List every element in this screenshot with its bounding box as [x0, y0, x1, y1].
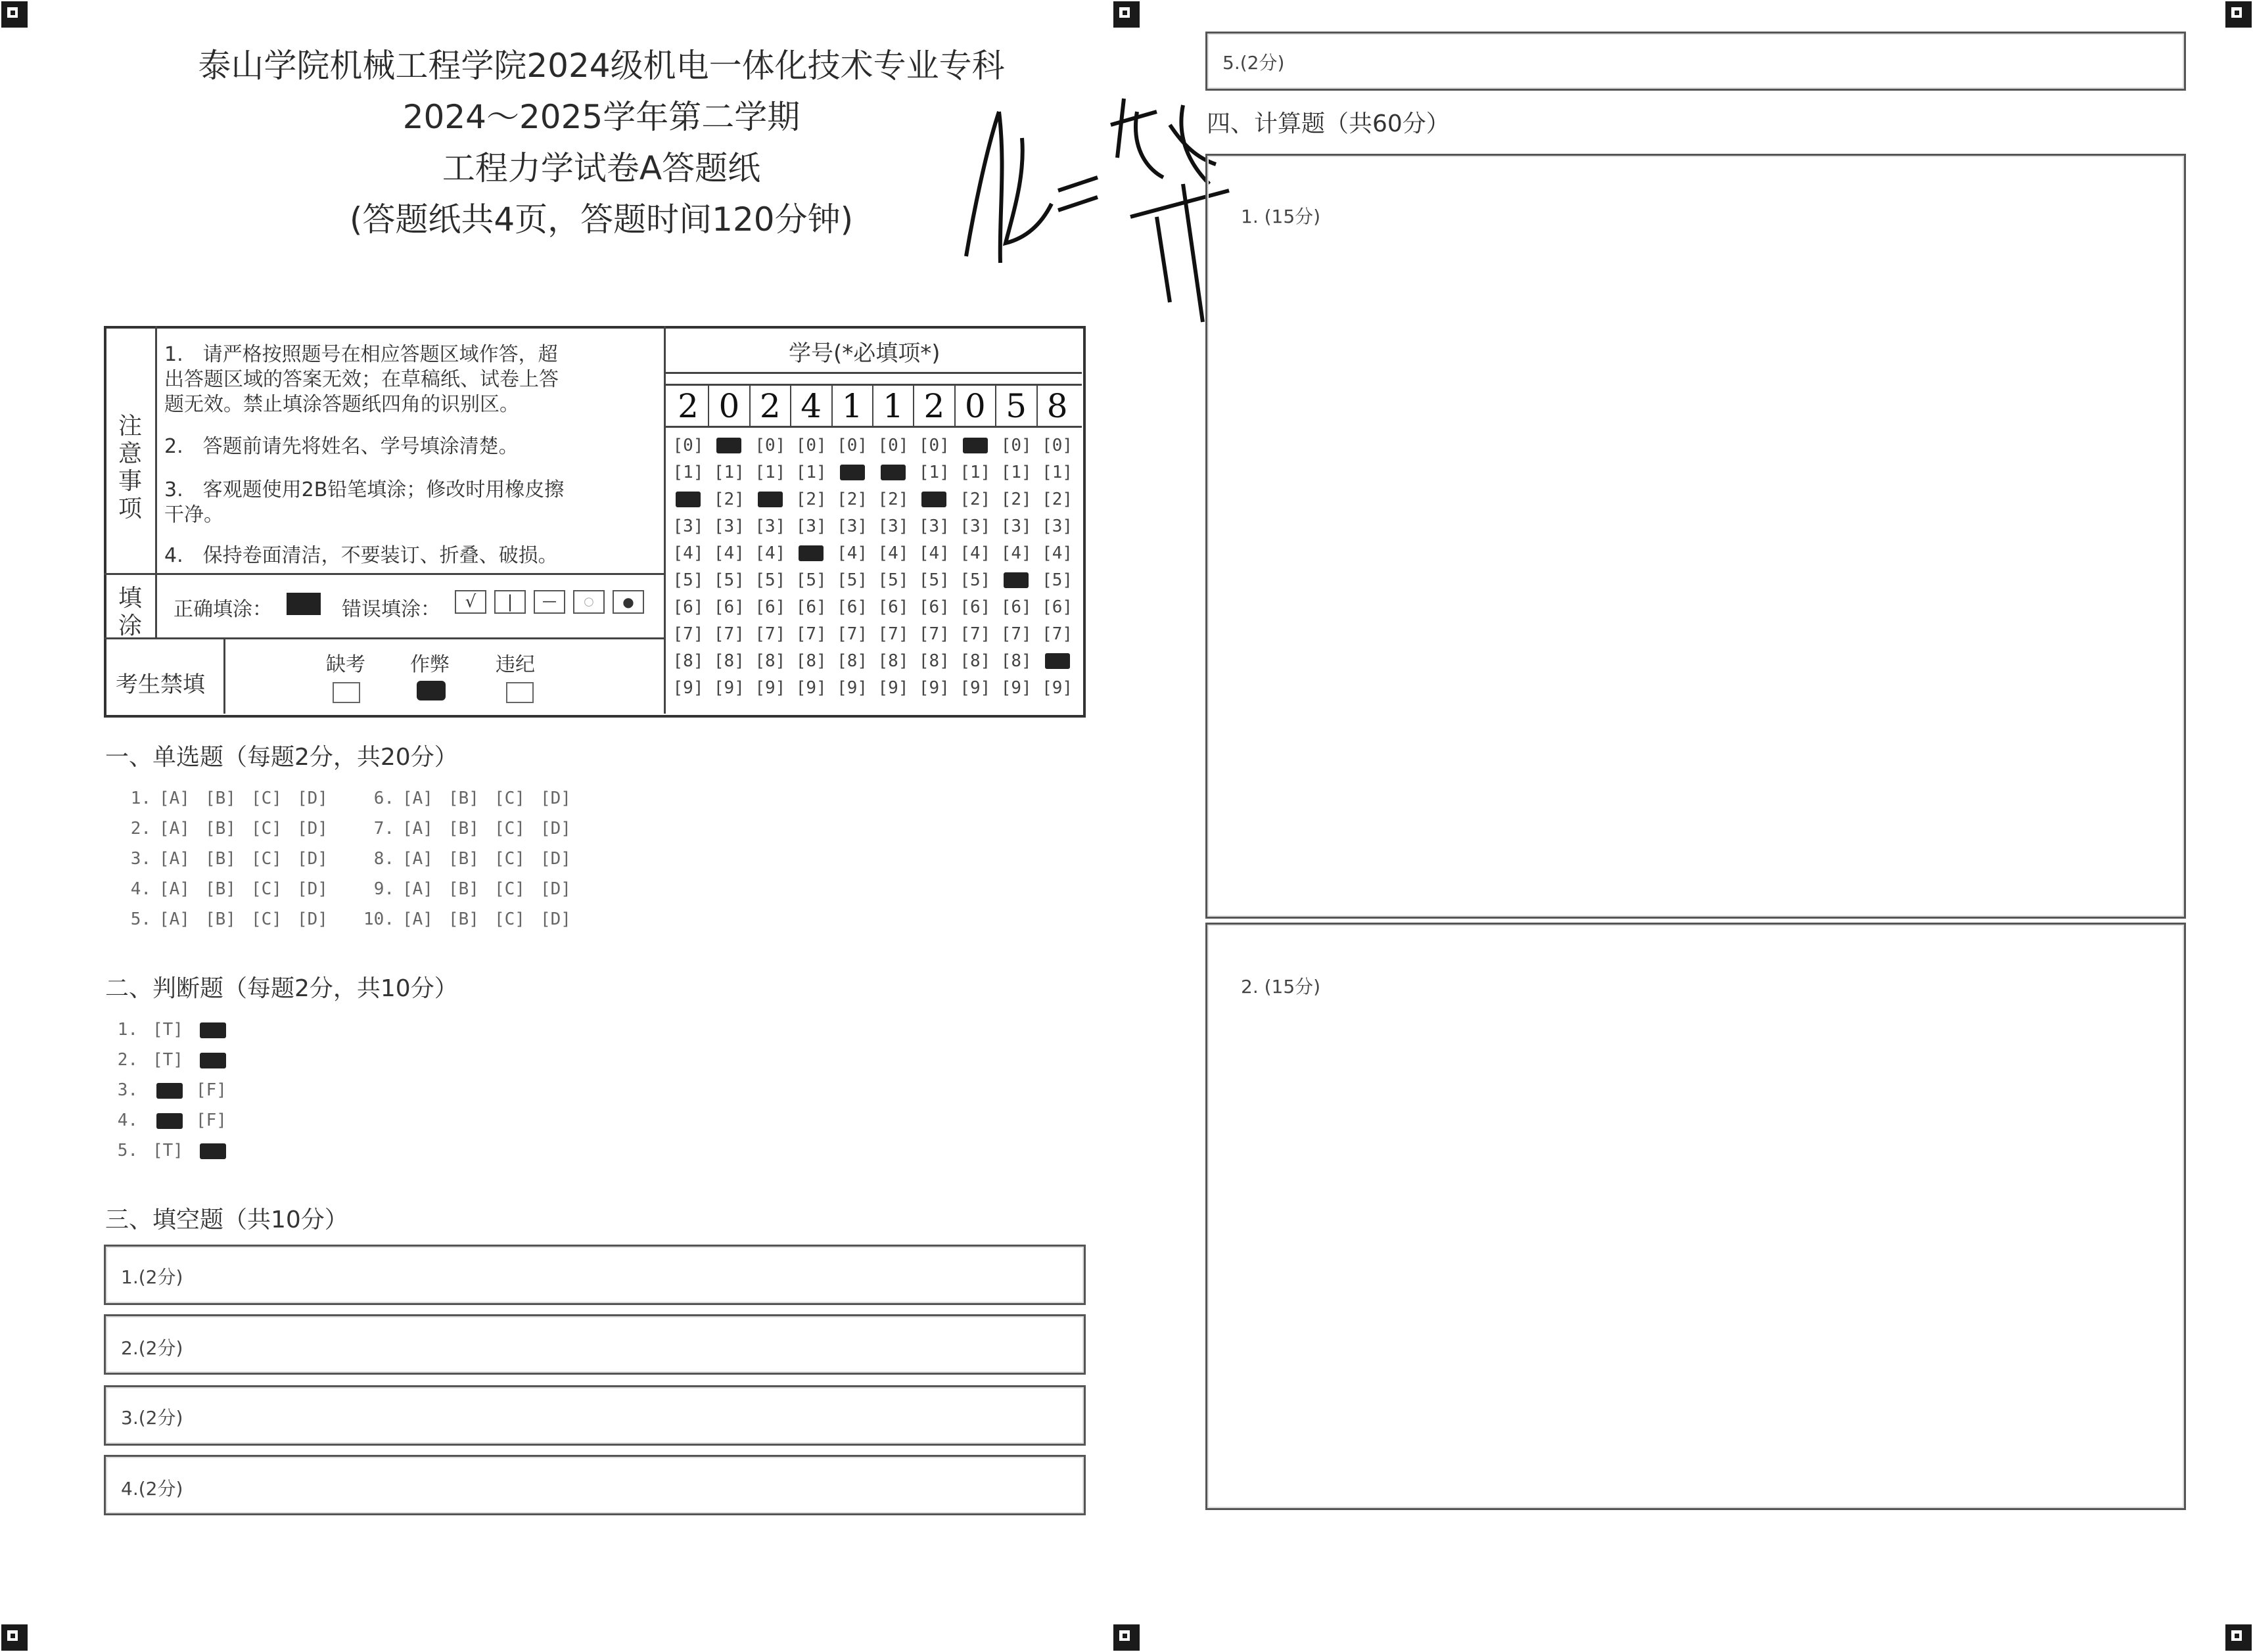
student-id-bubble[interactable] — [956, 432, 994, 459]
student-id-bubble[interactable] — [792, 540, 830, 566]
student-id-bubble[interactable]: [6] — [755, 597, 786, 617]
student-id-bubble[interactable]: [3] — [1000, 516, 1032, 536]
notice-heading-char-4: 项 — [118, 495, 143, 522]
notice-heading-char-2: 意 — [118, 440, 143, 467]
flag-absent-label: 缺考 — [326, 653, 365, 676]
student-id-bubble[interactable]: [5] — [795, 570, 827, 590]
notice-item-1b: 出答题区域的答案无效；在草稿纸、试卷上答 — [164, 368, 559, 391]
student-id-label: 学号(*必填项*) — [789, 340, 941, 367]
student-id-bubble[interactable]: [4] — [877, 543, 909, 563]
student-id-digit-separator — [913, 385, 914, 426]
single-choice-option[interactable]: [C] — [494, 879, 525, 899]
notice-item-3a: 3. 客观题使用2B铅笔填涂；修改时用橡皮擦 — [164, 478, 565, 501]
single-choice-number: 3. — [130, 849, 151, 869]
single-choice-option[interactable]: [B] — [448, 909, 479, 929]
header-line-4: (答题纸共4页，答题时间120分钟) — [349, 200, 854, 239]
student-id-bubble[interactable]: [6] — [837, 597, 868, 617]
notice-bottom-line — [104, 573, 665, 575]
single-choice-number: 5. — [130, 909, 151, 929]
true-false-option[interactable]: [T] — [152, 1141, 183, 1160]
student-id-bubble[interactable]: [3] — [713, 516, 745, 536]
true-false-filled-mark[interactable] — [200, 1053, 226, 1068]
header-line-2: 2024～2025学年第二学期 — [402, 98, 801, 136]
single-choice-option[interactable]: [B] — [448, 819, 479, 838]
single-choice-option[interactable]: [C] — [251, 789, 282, 808]
student-id-bubble[interactable]: [8] — [755, 651, 786, 671]
student-id-bubble[interactable]: [3] — [672, 516, 704, 536]
section1-title: 一、单选题（每题2分，共20分） — [105, 744, 458, 771]
calc-answer-box-2[interactable] — [1205, 923, 2186, 1510]
student-id-bubble[interactable]: [1] — [755, 463, 786, 482]
corner-mark-top-left — [1, 1, 28, 28]
single-choice-number: 6. — [373, 789, 394, 808]
student-id-digits-bottom — [664, 426, 1082, 428]
student-id-bubble[interactable] — [710, 432, 748, 459]
fill-answer-label-4: 4.(2分) — [121, 1478, 183, 1500]
student-id-bubble[interactable]: [8] — [837, 651, 868, 671]
student-id-bubble[interactable]: [8] — [795, 651, 827, 671]
student-id-bubble[interactable]: [3] — [795, 516, 827, 536]
fill-answer-label-3: 3.(2分) — [121, 1407, 183, 1429]
single-choice-option[interactable]: [D] — [540, 819, 571, 838]
student-id-bubble[interactable]: [9] — [795, 678, 827, 698]
student-id-bubble[interactable]: [7] — [960, 624, 991, 644]
fill-answer-box-3[interactable] — [104, 1385, 1086, 1446]
calc-answer-label-2: 2. (15分) — [1241, 976, 1321, 998]
student-id-digit: 2 — [759, 387, 781, 425]
single-choice-number: 2. — [130, 819, 151, 838]
single-choice-option[interactable]: [B] — [448, 879, 479, 899]
true-false-option[interactable]: [T] — [152, 1020, 183, 1040]
fill-answer-box-4[interactable] — [104, 1455, 1086, 1515]
student-id-bubble[interactable]: [9] — [713, 678, 745, 698]
single-choice-option[interactable]: [B] — [205, 819, 236, 838]
single-choice-option[interactable]: [C] — [251, 909, 282, 929]
true-false-filled-mark[interactable] — [200, 1143, 226, 1159]
student-id-bubble[interactable]: [3] — [877, 516, 909, 536]
wrong-sample-circle: ○ — [573, 590, 605, 614]
student-id-bubble[interactable]: [4] — [755, 543, 786, 563]
single-choice-option[interactable]: [A] — [159, 849, 190, 869]
student-id-bubble[interactable]: [5] — [918, 570, 950, 590]
single-choice-option[interactable]: [D] — [297, 849, 328, 869]
student-id-bubble[interactable]: [9] — [877, 678, 909, 698]
student-id-bubble[interactable]: [1] — [795, 463, 827, 482]
student-id-bubble[interactable]: [5] — [837, 570, 868, 590]
student-id-bubble[interactable]: [9] — [960, 678, 991, 698]
student-id-digit-separator — [872, 385, 873, 426]
student-id-bubble[interactable]: [5] — [1042, 570, 1073, 590]
student-id-bubble[interactable]: [8] — [672, 651, 704, 671]
student-id-bubble[interactable]: [6] — [918, 597, 950, 617]
single-choice-number: 1. — [130, 789, 151, 808]
single-choice-option[interactable]: [D] — [297, 879, 328, 899]
notice-heading-divider — [155, 326, 157, 573]
corner-mark-top-right — [2225, 1, 2252, 28]
single-choice-option[interactable]: [A] — [402, 789, 433, 808]
student-id-digit-separator — [790, 385, 791, 426]
wrong-sample-dash: — — [534, 590, 565, 614]
student-id-digit: 2 — [923, 387, 945, 425]
section2-title: 二、判断题（每题2分，共10分） — [105, 975, 458, 1002]
student-id-bubble[interactable]: [0] — [877, 436, 909, 455]
student-id-digit: 2 — [678, 387, 699, 425]
single-choice-option[interactable]: [B] — [205, 909, 236, 929]
student-id-bubble[interactable]: [7] — [1000, 624, 1032, 644]
student-id-bubble[interactable] — [669, 486, 707, 513]
single-choice-option[interactable]: [A] — [159, 789, 190, 808]
fill-heading-char-1: 填 — [118, 585, 143, 612]
student-id-bubble[interactable]: [4] — [713, 543, 745, 563]
single-choice-option[interactable]: [C] — [494, 909, 525, 929]
fill-answer-box-5[interactable] — [1205, 32, 2186, 91]
single-choice-option[interactable]: [A] — [159, 879, 190, 899]
student-id-bubble[interactable]: [4] — [837, 543, 868, 563]
wrong-sample-check: √ — [455, 590, 486, 614]
student-id-bubble[interactable]: [2] — [877, 490, 909, 509]
student-id-digit-separator — [1036, 385, 1038, 426]
corner-mark-bottom-right — [2225, 1624, 2252, 1651]
student-id-bubble[interactable]: [8] — [877, 651, 909, 671]
single-choice-number: 9. — [373, 879, 394, 899]
true-false-option[interactable]: [T] — [152, 1050, 183, 1070]
student-id-digit-separator — [708, 385, 709, 426]
student-id-bubble[interactable]: [9] — [1042, 678, 1073, 698]
single-choice-option[interactable]: [C] — [494, 789, 525, 808]
single-choice-number: 4. — [130, 879, 151, 899]
student-id-bubble[interactable]: [1] — [713, 463, 745, 482]
student-id-bubble[interactable]: [7] — [877, 624, 909, 644]
student-id-bubble[interactable]: [0] — [837, 436, 868, 455]
student-id-digit: 0 — [718, 387, 740, 425]
corner-mark-bottom-center — [1113, 1624, 1140, 1651]
student-id-bubble[interactable]: [3] — [960, 516, 991, 536]
single-choice-option[interactable]: [D] — [297, 819, 328, 838]
calc-answer-box-1[interactable] — [1205, 154, 2186, 919]
student-id-bubble[interactable]: [4] — [1000, 543, 1032, 563]
student-id-digit-separator — [831, 385, 833, 426]
fill-answer-box-2[interactable] — [104, 1314, 1086, 1375]
student-id-digit-separator — [954, 385, 956, 426]
true-false-option[interactable]: [F] — [196, 1111, 227, 1130]
student-id-bubble[interactable]: [3] — [755, 516, 786, 536]
student-id-digit: 1 — [841, 387, 863, 425]
correct-fill-label: 正确填涂： — [174, 598, 272, 621]
student-id-bubble[interactable]: [1] — [1042, 463, 1073, 482]
notice-item-4: 4. 保持卷面清洁，不要装订、折叠、破损。 — [164, 544, 558, 567]
student-id-bubble[interactable]: [7] — [795, 624, 827, 644]
true-false-option[interactable]: [F] — [196, 1080, 227, 1100]
true-false-number: 4. — [117, 1111, 138, 1130]
student-id-digit: 4 — [801, 387, 822, 425]
single-choice-option[interactable]: [D] — [540, 909, 571, 929]
student-id-bubble[interactable]: [1] — [1000, 463, 1032, 482]
student-id-bubble[interactable] — [997, 567, 1035, 593]
student-id-bubble[interactable]: [8] — [960, 651, 991, 671]
flag-violation-box[interactable] — [506, 682, 534, 703]
fill-answer-label-2: 2.(2分) — [121, 1337, 183, 1359]
flag-violation-label: 违纪 — [496, 653, 535, 676]
student-id-bubble[interactable]: [3] — [918, 516, 950, 536]
true-false-number: 2. — [117, 1050, 138, 1070]
student-id-bubble[interactable]: [6] — [713, 597, 745, 617]
student-id-bubble[interactable]: [5] — [713, 570, 745, 590]
notice-item-1c: 题无效。禁止填涂答题纸四角的识别区。 — [164, 393, 519, 416]
single-choice-option[interactable]: [B] — [205, 789, 236, 808]
fill-answer-label-1: 1.(2分) — [121, 1266, 183, 1288]
student-id-bubble[interactable]: [4] — [918, 543, 950, 563]
fill-answer-label-5: 5.(2分) — [1222, 52, 1285, 74]
student-id-bubble[interactable]: [7] — [1042, 624, 1073, 644]
section3-title: 三、填空题（共10分） — [105, 1206, 348, 1233]
calc-answer-label-1: 1. (15分) — [1241, 206, 1321, 227]
header-line-1: 泰山学院机械工程学院2024级机电一体化技术专业专科 — [198, 47, 1005, 85]
student-id-bubble[interactable] — [833, 459, 871, 486]
single-choice-option[interactable]: [C] — [494, 819, 525, 838]
single-choice-option[interactable]: [A] — [402, 879, 433, 899]
single-choice-option[interactable]: [B] — [205, 879, 236, 899]
student-id-bubble[interactable]: [5] — [960, 570, 991, 590]
notice-item-2: 2. 答题前请先将姓名、学号填涂清楚。 — [164, 435, 519, 458]
corner-mark-bottom-left — [1, 1624, 28, 1651]
student-id-bubble[interactable]: [6] — [1042, 597, 1073, 617]
single-choice-option[interactable]: [C] — [251, 849, 282, 869]
student-id-bubble[interactable]: [9] — [837, 678, 868, 698]
fill-bottom-line — [104, 637, 665, 639]
flag-absent-box[interactable] — [333, 682, 360, 703]
student-id-bubble[interactable]: [1] — [672, 463, 704, 482]
single-choice-option[interactable]: [C] — [494, 849, 525, 869]
student-id-digit-separator — [995, 385, 996, 426]
examiner-divider — [223, 637, 225, 714]
corner-mark-top-center — [1113, 1, 1140, 28]
true-false-number: 1. — [117, 1020, 138, 1040]
single-choice-option[interactable]: [D] — [540, 789, 571, 808]
student-id-bubble[interactable]: [5] — [672, 570, 704, 590]
student-id-bubble[interactable]: [0] — [755, 436, 786, 455]
wrong-fill-label: 错误填涂： — [342, 598, 440, 621]
examiner-label: 考生禁填 — [116, 672, 205, 698]
student-id-bubble[interactable]: [0] — [918, 436, 950, 455]
student-id-bubble[interactable]: [7] — [713, 624, 745, 644]
student-id-bubble[interactable]: [9] — [755, 678, 786, 698]
student-id-bubble[interactable]: [8] — [918, 651, 950, 671]
notice-item-3b: 干净。 — [164, 503, 223, 526]
single-choice-option[interactable]: [D] — [540, 849, 571, 869]
single-choice-option[interactable]: [A] — [402, 819, 433, 838]
student-id-bubble[interactable]: [9] — [1000, 678, 1032, 698]
student-id-bubble[interactable] — [1038, 648, 1077, 674]
single-choice-option[interactable]: [A] — [402, 909, 433, 929]
student-id-bubble[interactable]: [2] — [1000, 490, 1032, 509]
student-id-bubble[interactable]: [0] — [795, 436, 827, 455]
student-id-bubble[interactable]: [2] — [960, 490, 991, 509]
student-id-digit: 8 — [1046, 387, 1068, 425]
single-choice-option[interactable]: [D] — [297, 789, 328, 808]
flag-cheat-box[interactable] — [417, 681, 446, 700]
student-id-bubble[interactable]: [6] — [960, 597, 991, 617]
student-id-digit: 0 — [964, 387, 986, 425]
student-id-bubble[interactable]: [4] — [672, 543, 704, 563]
single-choice-number: 7. — [373, 819, 394, 838]
true-false-number: 3. — [117, 1080, 138, 1100]
single-choice-option[interactable]: [D] — [297, 909, 328, 929]
single-choice-number: 10. — [363, 909, 394, 929]
header-line-3: 工程力学试卷A答题纸 — [442, 149, 761, 187]
wrong-sample-dot: ● — [613, 590, 644, 614]
student-id-bubble[interactable]: [1] — [918, 463, 950, 482]
true-false-number: 5. — [117, 1141, 138, 1160]
student-id-digit-separator — [749, 385, 751, 426]
student-id-bubble[interactable]: [7] — [918, 624, 950, 644]
single-choice-option[interactable]: [B] — [448, 849, 479, 869]
wrong-sample-bar: | — [494, 590, 526, 614]
student-id-bubble[interactable]: [7] — [755, 624, 786, 644]
single-choice-number: 8. — [373, 849, 394, 869]
single-choice-option[interactable]: [D] — [540, 879, 571, 899]
notice-heading-char-1: 注 — [118, 413, 143, 440]
fill-heading-divider — [155, 573, 157, 639]
single-choice-option[interactable]: [C] — [251, 819, 282, 838]
student-id-bubble[interactable]: [6] — [877, 597, 909, 617]
fill-answer-box-1[interactable] — [104, 1245, 1086, 1305]
student-id-bubble[interactable]: [4] — [1042, 543, 1073, 563]
true-false-filled-mark[interactable] — [200, 1022, 226, 1038]
student-id-bubble[interactable]: [0] — [1000, 436, 1032, 455]
student-id-bubble[interactable]: [4] — [960, 543, 991, 563]
student-id-bubble[interactable]: [2] — [837, 490, 868, 509]
student-id-bubble[interactable] — [751, 486, 789, 513]
true-false-filled-mark[interactable] — [156, 1083, 183, 1099]
fill-heading-char-2: 涂 — [118, 612, 143, 639]
student-id-digit: 5 — [1006, 387, 1027, 425]
student-id-bubble[interactable]: [9] — [918, 678, 950, 698]
student-id-bubble[interactable]: [0] — [672, 436, 704, 455]
student-id-digit: 1 — [883, 387, 904, 425]
student-id-bubble[interactable]: [6] — [1000, 597, 1032, 617]
notice-heading-char-3: 事 — [118, 468, 143, 495]
flag-cheat-label: 作弊 — [410, 653, 450, 676]
student-id-label-line — [664, 372, 1082, 374]
student-id-bubble[interactable]: [5] — [877, 570, 909, 590]
single-choice-option[interactable]: [B] — [205, 849, 236, 869]
student-id-bubble[interactable]: [3] — [837, 516, 868, 536]
student-id-bubble[interactable]: [2] — [713, 490, 745, 509]
correct-fill-sample — [287, 593, 321, 615]
student-id-bubble[interactable] — [915, 486, 953, 513]
student-id-bubble[interactable]: [9] — [672, 678, 704, 698]
notice-item-1a: 1. 请严格按照题号在相应答题区域作答，超 — [164, 343, 558, 366]
handwritten-signature — [960, 85, 1236, 335]
student-id-bubble[interactable]: [3] — [1042, 516, 1073, 536]
single-choice-option[interactable]: [A] — [402, 849, 433, 869]
student-id-bubble[interactable]: [0] — [1042, 436, 1073, 455]
student-id-bubble[interactable]: [6] — [672, 597, 704, 617]
student-id-bubble[interactable]: [7] — [837, 624, 868, 644]
single-choice-option[interactable]: [A] — [159, 909, 190, 929]
student-id-bubble[interactable]: [6] — [795, 597, 827, 617]
true-false-filled-mark[interactable] — [156, 1113, 183, 1129]
single-choice-option[interactable]: [A] — [159, 819, 190, 838]
student-id-bubble[interactable] — [874, 459, 912, 486]
single-choice-option[interactable]: [B] — [448, 789, 479, 808]
student-id-bubble[interactable]: [1] — [960, 463, 991, 482]
student-id-bubble[interactable]: [2] — [1042, 490, 1073, 509]
student-id-bubble[interactable]: [2] — [795, 490, 827, 509]
section4-title: 四、计算题（共60分） — [1207, 110, 1450, 137]
student-id-bubble[interactable]: [7] — [672, 624, 704, 644]
student-id-bubble[interactable]: [5] — [755, 570, 786, 590]
student-id-bubble[interactable]: [8] — [1000, 651, 1032, 671]
student-id-bubble[interactable]: [8] — [713, 651, 745, 671]
single-choice-option[interactable]: [C] — [251, 879, 282, 899]
